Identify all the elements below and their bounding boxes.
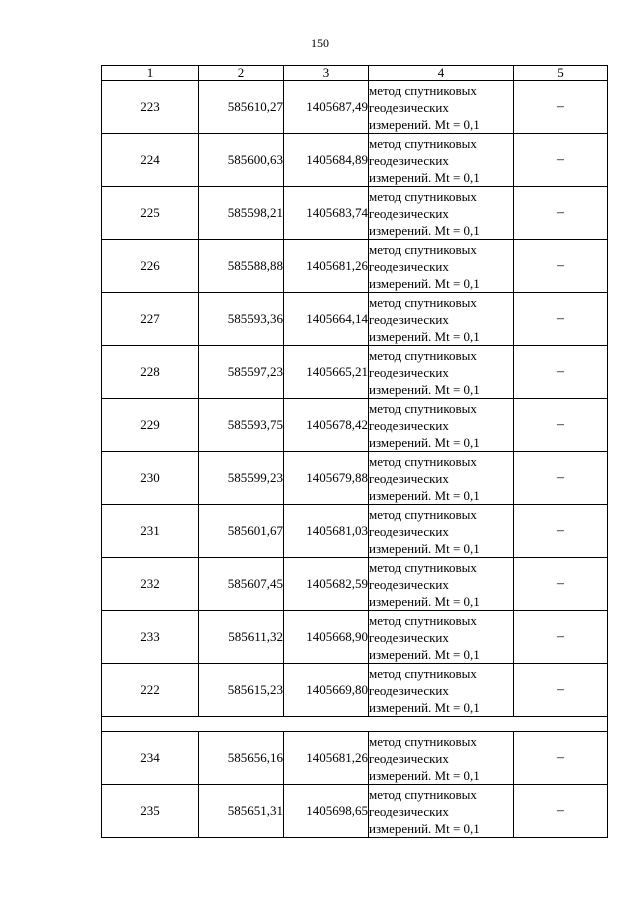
table-row xyxy=(102,293,608,346)
method-description: метод спутниковых геодезических измерений. Mt = 0,1 xyxy=(369,452,514,505)
method-description: метод спутниковых геодезических измерений. Mt = 0,1 xyxy=(369,81,514,134)
point-number: 226 xyxy=(102,240,199,293)
coordinates-table xyxy=(101,65,608,838)
table-row xyxy=(102,240,608,293)
y-coordinate: 1405698,65 xyxy=(284,785,369,838)
column-header: 4 xyxy=(369,66,514,81)
method-description: метод спутниковых геодезических измерений. Mt = 0,1 xyxy=(369,732,514,785)
x-coordinate: 585597,23 xyxy=(199,346,284,399)
y-coordinate: 1405681,26 xyxy=(284,732,369,785)
x-coordinate: 585607,45 xyxy=(199,558,284,611)
point-number: 227 xyxy=(102,293,199,346)
x-coordinate: 585600,63 xyxy=(199,134,284,187)
x-coordinate: 585599,23 xyxy=(199,452,284,505)
method-description: метод спутниковых геодезических измерений. Mt = 0,1 xyxy=(369,664,514,717)
point-number: 222 xyxy=(102,664,199,717)
x-coordinate: 585656,16 xyxy=(199,732,284,785)
point-number: 229 xyxy=(102,399,199,452)
point-number: 228 xyxy=(102,346,199,399)
y-coordinate: 1405664,14 xyxy=(284,293,369,346)
y-coordinate: 1405687,49 xyxy=(284,81,369,134)
point-number: 223 xyxy=(102,81,199,134)
x-coordinate: 585593,36 xyxy=(199,293,284,346)
page-number: 150 xyxy=(311,36,329,50)
table-row xyxy=(102,664,608,717)
y-coordinate: 1405669,80 xyxy=(284,664,369,717)
table-row xyxy=(102,558,608,611)
table-row xyxy=(102,785,608,838)
column-header: 1 xyxy=(102,66,199,81)
y-coordinate: 1405681,26 xyxy=(284,240,369,293)
column-header: 3 xyxy=(284,66,369,81)
point-number: 225 xyxy=(102,187,199,240)
point-number: 230 xyxy=(102,452,199,505)
note-cell: – xyxy=(514,505,608,558)
point-number: 233 xyxy=(102,611,199,664)
note-cell: – xyxy=(514,399,608,452)
note-cell: – xyxy=(514,187,608,240)
x-coordinate: 585601,67 xyxy=(199,505,284,558)
method-description: метод спутниковых геодезических измерений. Mt = 0,1 xyxy=(369,785,514,838)
note-cell: – xyxy=(514,664,608,717)
note-cell: – xyxy=(514,452,608,505)
method-description: метод спутниковых геодезических измерений. Mt = 0,1 xyxy=(369,187,514,240)
y-coordinate: 1405668,90 xyxy=(284,611,369,664)
point-number: 231 xyxy=(102,505,199,558)
note-cell: – xyxy=(514,611,608,664)
note-cell: – xyxy=(514,134,608,187)
point-number: 224 xyxy=(102,134,199,187)
method-description: метод спутниковых геодезических измерений. Mt = 0,1 xyxy=(369,293,514,346)
x-coordinate: 585610,27 xyxy=(199,81,284,134)
method-description: метод спутниковых геодезических измерений. Mt = 0,1 xyxy=(369,399,514,452)
y-coordinate: 1405679,88 xyxy=(284,452,369,505)
note-cell: – xyxy=(514,293,608,346)
table-row xyxy=(102,187,608,240)
y-coordinate: 1405684,89 xyxy=(284,134,369,187)
column-header: 2 xyxy=(199,66,284,81)
x-coordinate: 585588,88 xyxy=(199,240,284,293)
method-description: метод спутниковых геодезических измерений. Mt = 0,1 xyxy=(369,611,514,664)
table-row xyxy=(102,399,608,452)
table-separator-row xyxy=(102,717,608,732)
method-description: метод спутниковых геодезических измерений. Mt = 0,1 xyxy=(369,558,514,611)
y-coordinate: 1405665,21 xyxy=(284,346,369,399)
point-number: 232 xyxy=(102,558,199,611)
note-cell: – xyxy=(514,240,608,293)
note-cell: – xyxy=(514,346,608,399)
note-cell: – xyxy=(514,558,608,611)
point-number: 234 xyxy=(102,732,199,785)
y-coordinate: 1405681,03 xyxy=(284,505,369,558)
note-cell: – xyxy=(514,732,608,785)
column-header: 5 xyxy=(514,66,608,81)
method-description: метод спутниковых геодезических измерений. Mt = 0,1 xyxy=(369,240,514,293)
y-coordinate: 1405678,42 xyxy=(284,399,369,452)
x-coordinate: 585651,31 xyxy=(199,785,284,838)
table-header-row xyxy=(102,66,608,81)
note-cell: – xyxy=(514,785,608,838)
table-row xyxy=(102,81,608,134)
table-row xyxy=(102,611,608,664)
point-number: 235 xyxy=(102,785,199,838)
table-row xyxy=(102,134,608,187)
x-coordinate: 585593,75 xyxy=(199,399,284,452)
table-row xyxy=(102,732,608,785)
x-coordinate: 585598,21 xyxy=(199,187,284,240)
method-description: метод спутниковых геодезических измерений. Mt = 0,1 xyxy=(369,505,514,558)
method-description: метод спутниковых геодезических измерений. Mt = 0,1 xyxy=(369,346,514,399)
table-row xyxy=(102,505,608,558)
table-row xyxy=(102,452,608,505)
x-coordinate: 585611,32 xyxy=(199,611,284,664)
y-coordinate: 1405683,74 xyxy=(284,187,369,240)
separator-cell xyxy=(102,717,608,732)
note-cell: – xyxy=(514,81,608,134)
table-row xyxy=(102,346,608,399)
y-coordinate: 1405682,59 xyxy=(284,558,369,611)
x-coordinate: 585615,23 xyxy=(199,664,284,717)
method-description: метод спутниковых геодезических измерений. Mt = 0,1 xyxy=(369,134,514,187)
